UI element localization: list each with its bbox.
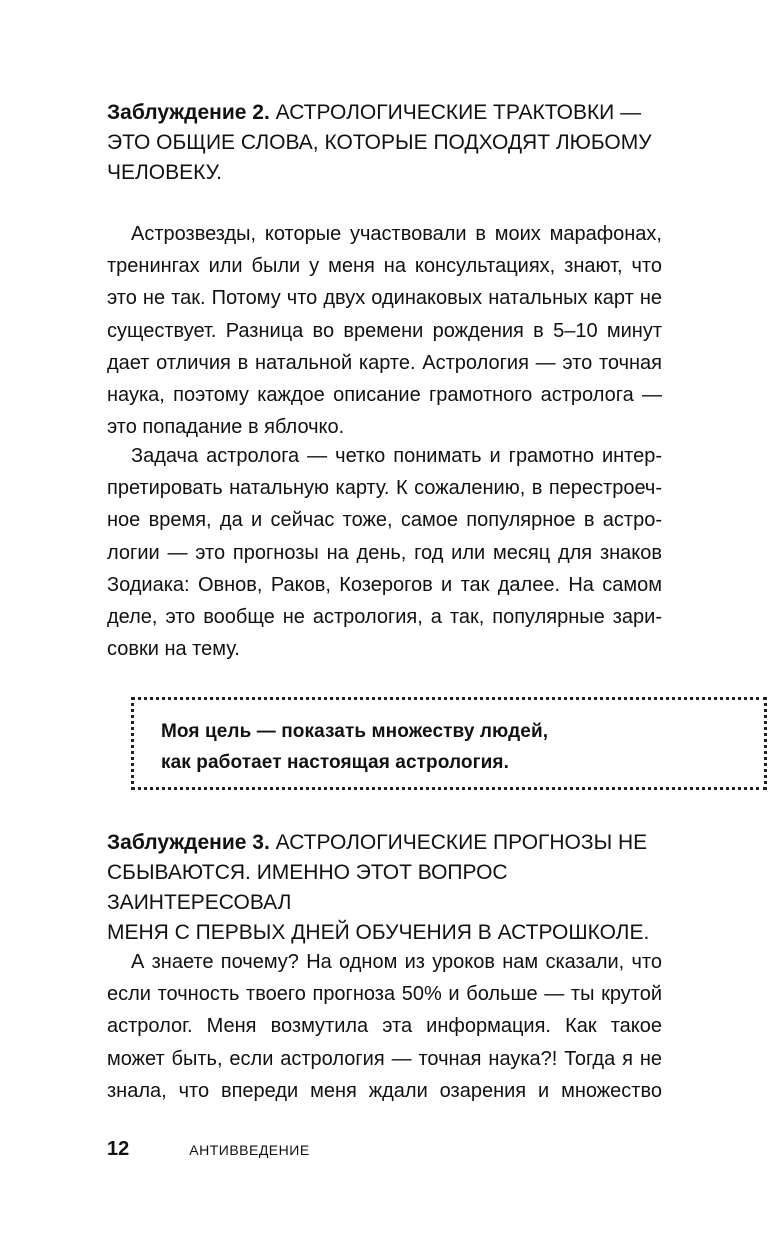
paragraph-astrostars [107,218,662,443]
heading-line: ЧЕЛОВЕКУ. [107,161,222,184]
callout-box [131,697,767,790]
text-line: астролог. Меня возмутила эта информация. Как такое [107,1015,662,1038]
heading-text: АСТРОЛОГИЧЕСКИЕ ТРАКТОВКИ — [269,101,642,124]
heading-line [107,828,667,858]
paragraph-do-you-know-why [107,946,662,1107]
text-line: логии — это прогнозы на день, год или месяц для знаков [107,541,662,564]
callout-line: как работает настоящая астрология. [161,752,509,773]
text-line: наука, поэтому каждое описание грамотного астролога — [107,383,662,406]
paragraph-astrologer-task [107,440,662,665]
heading-lead: Заблуждение 2. [107,101,270,124]
heading-line: СБЫВАЮТСЯ. ИМЕННО ЭТОТ ВОПРОС ЗАИНТЕРЕСОВАЛ [107,861,508,914]
text-line: дает отличия в натальной карте. Астрология — это точная [107,351,662,374]
heading-line: ЭТО ОБЩИЕ СЛОВА, КОТОРЫЕ ПОДХОДЯТ ЛЮБОМУ [107,131,652,154]
page-number: 12 [107,1138,130,1160]
text-line: это не так. Потому что двух одинаковых натальных карт не [107,287,662,310]
callout-text [161,716,548,778]
text-line: Задача астролога — четко понимать и грамотно интер- [131,445,662,467]
text-line: ное время, да и сейчас тоже, самое популярное в астро- [107,509,662,532]
heading-text: АСТРОЛОГИЧЕСКИЕ ПРОГНОЗЫ НЕ [269,831,648,854]
heading-line [107,98,667,128]
text-line: знала, что впереди меня ждали озарения и множество [107,1079,662,1102]
text-line: тренингах или были у меня на консультациях, знают, что [107,255,662,278]
running-title: АНТИВВЕДЕНИЕ [189,1142,310,1158]
text-line: Зодиака: Овнов, Раков, Козерогов и так далее. На самом [107,573,662,596]
text-line: существует. Разница во времени рождения в 5–10 минут [107,319,662,342]
text-line: может быть, если астрология — точная наука?! Тогда я не [107,1047,662,1070]
text-line: совки на тему. [107,638,240,661]
heading-line: МЕНЯ С ПЕРВЫХ ДНЕЙ ОБУЧЕНИЯ В АСТРОШКОЛЕ. [107,921,650,944]
page-footer [107,1134,310,1165]
callout-line: Моя цель — показать множеству людей, [161,721,549,742]
text-line: претировать натальную карту. К сожалению, в перестроеч- [107,477,662,500]
text-line: если точность твоего прогноза 50% и больше — ты крутой [107,983,662,1006]
section-heading-misconception-2 [107,98,667,188]
text-line: деле, это вообще не астрология, а так, популярные зари- [107,605,662,628]
heading-lead: Заблуждение 3. [107,831,270,854]
text-line: Астрозвезды, которые участвовали в моих марафонах, [131,223,662,245]
text-line: А знаете почему? На одном из уроков нам сказали, что [131,951,662,973]
text-line: это попадание в яблочко. [107,416,345,439]
section-heading-misconception-3 [107,828,667,948]
